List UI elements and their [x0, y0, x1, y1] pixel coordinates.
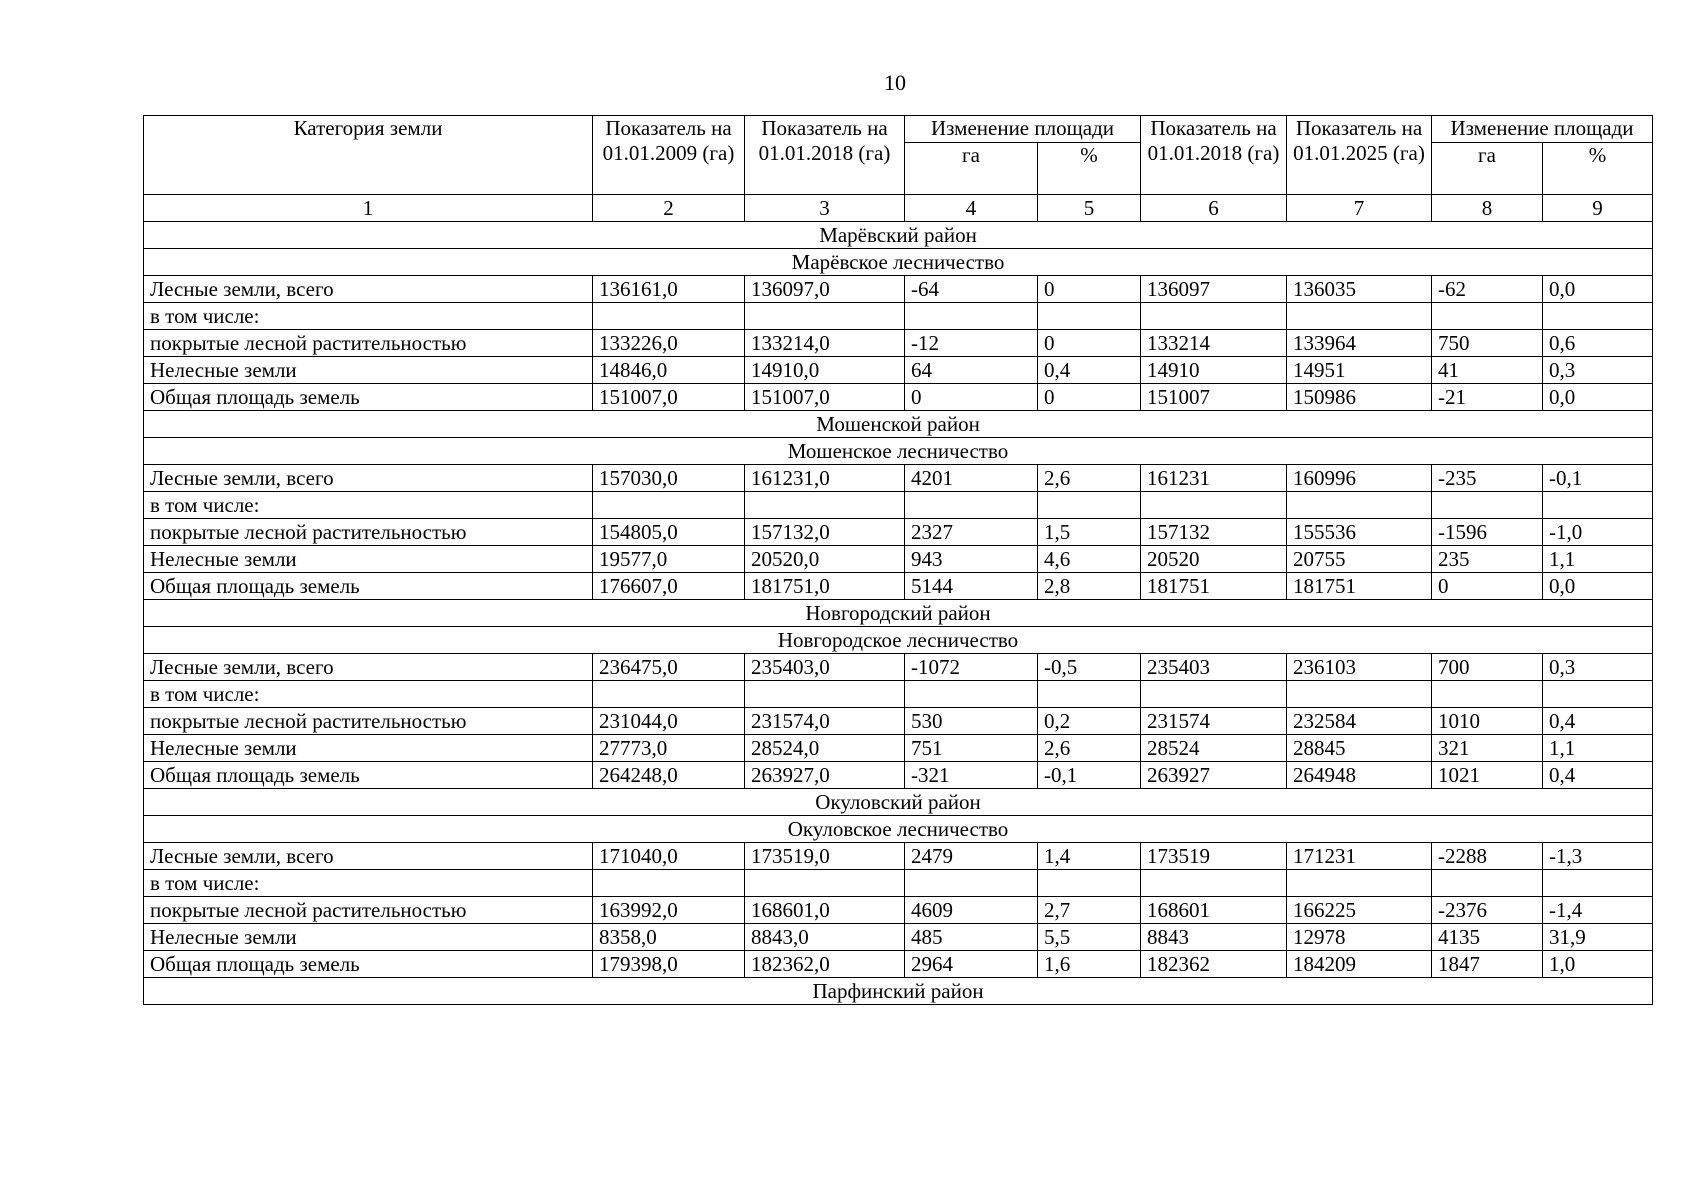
row-value-col4: 4609 [905, 897, 1038, 924]
row-value-col2: 179398,0 [593, 951, 745, 978]
row-value-col2: 151007,0 [593, 384, 745, 411]
row-value-col6: 182362 [1141, 951, 1287, 978]
row-value-col5: 0 [1038, 330, 1141, 357]
row-value-col8 [1432, 681, 1543, 708]
row-value-col3: 20520,0 [745, 546, 905, 573]
row-value-col5: -0,1 [1038, 762, 1141, 789]
row-category: Нелесные земли [144, 357, 593, 384]
row-value-col3: 173519,0 [745, 843, 905, 870]
row-value-col7 [1287, 870, 1432, 897]
row-value-col7: 150986 [1287, 384, 1432, 411]
row-value-col8: 1847 [1432, 951, 1543, 978]
forestry-row-label: Новгородское лесничество [144, 627, 1653, 654]
table-row [144, 303, 1653, 330]
row-value-col2: 136161,0 [593, 276, 745, 303]
row-value-col6: 231574 [1141, 708, 1287, 735]
row-value-col3: 157132,0 [745, 519, 905, 546]
row-value-col9: 0,3 [1543, 654, 1653, 681]
header-col6: Показатель на 01.01.2018 (га) [1141, 116, 1287, 195]
page-number: 10 [884, 70, 906, 95]
row-value-col7: 171231 [1287, 843, 1432, 870]
table-row [144, 735, 1653, 762]
column-number-1: 1 [144, 195, 593, 222]
row-value-col6: 168601 [1141, 897, 1287, 924]
table-row [144, 330, 1653, 357]
row-value-col6: 8843 [1141, 924, 1287, 951]
row-value-col4: 530 [905, 708, 1038, 735]
row-value-col8: 4135 [1432, 924, 1543, 951]
table-row [144, 681, 1653, 708]
table-row [144, 654, 1653, 681]
row-category: Общая площадь земель [144, 384, 593, 411]
row-value-col9: 1,0 [1543, 951, 1653, 978]
table-body [144, 195, 1653, 1005]
row-value-col3: 231574,0 [745, 708, 905, 735]
row-value-col5: 2,6 [1038, 465, 1141, 492]
row-category: Лесные земли, всего [144, 276, 593, 303]
row-value-col8: 0 [1432, 573, 1543, 600]
row-value-col6: 157132 [1141, 519, 1287, 546]
row-value-col6 [1141, 492, 1287, 519]
row-category: Лесные земли, всего [144, 654, 593, 681]
row-category: Лесные земли, всего [144, 465, 593, 492]
row-value-col9: -1,4 [1543, 897, 1653, 924]
row-value-col4: 0 [905, 384, 1038, 411]
row-value-col2: 19577,0 [593, 546, 745, 573]
row-value-col6: 133214 [1141, 330, 1287, 357]
forestry-row [144, 438, 1653, 465]
row-value-col3: 161231,0 [745, 465, 905, 492]
district-row [144, 789, 1653, 816]
row-value-col2: 8358,0 [593, 924, 745, 951]
row-category: в том числе: [144, 681, 593, 708]
row-value-col8: 1010 [1432, 708, 1543, 735]
row-value-col2: 264248,0 [593, 762, 745, 789]
row-value-col4: -64 [905, 276, 1038, 303]
header-ha-2: га [1432, 143, 1543, 195]
row-category: покрытые лесной растительностью [144, 708, 593, 735]
forestry-row-label: Марёвское лесничество [144, 249, 1653, 276]
table-row [144, 843, 1653, 870]
district-row-label: Парфинский район [144, 978, 1653, 1005]
district-row [144, 411, 1653, 438]
header-col2: Показатель на 01.01.2009 (га) [593, 116, 745, 195]
row-value-col7: 232584 [1287, 708, 1432, 735]
forestry-row-label: Окуловское лесничество [144, 816, 1653, 843]
row-value-col2 [593, 870, 745, 897]
table-row [144, 897, 1653, 924]
row-category: Нелесные земли [144, 735, 593, 762]
table-row [144, 924, 1653, 951]
row-value-col4 [905, 303, 1038, 330]
row-value-col7: 184209 [1287, 951, 1432, 978]
header-col7: Показатель на 01.01.2025 (га) [1287, 116, 1432, 195]
row-value-col8: -1596 [1432, 519, 1543, 546]
row-category: Общая площадь земель [144, 762, 593, 789]
row-value-col2: 133226,0 [593, 330, 745, 357]
row-value-col2: 171040,0 [593, 843, 745, 870]
row-value-col4: 64 [905, 357, 1038, 384]
row-value-col7: 155536 [1287, 519, 1432, 546]
row-value-col6: 161231 [1141, 465, 1287, 492]
row-value-col7: 28845 [1287, 735, 1432, 762]
row-value-col6: 181751 [1141, 573, 1287, 600]
row-value-col5: 0 [1038, 384, 1141, 411]
column-number-3: 3 [745, 195, 905, 222]
row-value-col2 [593, 303, 745, 330]
row-value-col3: 181751,0 [745, 573, 905, 600]
column-number-2: 2 [593, 195, 745, 222]
district-row-label: Марёвский район [144, 222, 1653, 249]
table-row [144, 708, 1653, 735]
table-row [144, 546, 1653, 573]
row-category: в том числе: [144, 870, 593, 897]
forestry-row-label: Мошенское лесничество [144, 438, 1653, 465]
row-value-col9: 0,0 [1543, 573, 1653, 600]
header-col3: Показатель на 01.01.2018 (га) [745, 116, 905, 195]
row-category: Общая площадь земель [144, 573, 593, 600]
row-value-col9 [1543, 870, 1653, 897]
row-value-col3: 8843,0 [745, 924, 905, 951]
row-value-col6: 173519 [1141, 843, 1287, 870]
row-value-col5: 0,2 [1038, 708, 1141, 735]
column-numbers-row [144, 195, 1653, 222]
row-value-col6: 263927 [1141, 762, 1287, 789]
table-row [144, 465, 1653, 492]
forestry-row [144, 249, 1653, 276]
row-value-col5: -0,5 [1038, 654, 1141, 681]
header-pct-1: % [1038, 143, 1141, 195]
district-row [144, 978, 1653, 1005]
row-value-col6: 151007 [1141, 384, 1287, 411]
row-value-col2: 154805,0 [593, 519, 745, 546]
row-value-col4: 485 [905, 924, 1038, 951]
row-value-col6 [1141, 303, 1287, 330]
row-value-col9: -1,3 [1543, 843, 1653, 870]
row-value-col3 [745, 681, 905, 708]
row-value-col9: 0,6 [1543, 330, 1653, 357]
row-value-col5: 1,6 [1038, 951, 1141, 978]
row-value-col2: 163992,0 [593, 897, 745, 924]
row-value-col3: 14910,0 [745, 357, 905, 384]
row-value-col6: 20520 [1141, 546, 1287, 573]
row-value-col4: 2479 [905, 843, 1038, 870]
row-value-col9: 0,4 [1543, 708, 1653, 735]
row-value-col3 [745, 870, 905, 897]
row-value-col6: 136097 [1141, 276, 1287, 303]
row-value-col7: 20755 [1287, 546, 1432, 573]
column-number-4: 4 [905, 195, 1038, 222]
row-category: Нелесные земли [144, 546, 593, 573]
row-value-col7: 14951 [1287, 357, 1432, 384]
row-value-col3: 133214,0 [745, 330, 905, 357]
row-value-col4: 943 [905, 546, 1038, 573]
header-row-1 [144, 116, 1653, 143]
row-value-col3: 235403,0 [745, 654, 905, 681]
row-value-col2: 157030,0 [593, 465, 745, 492]
row-value-col3: 28524,0 [745, 735, 905, 762]
row-category: Нелесные земли [144, 924, 593, 951]
table-row [144, 573, 1653, 600]
row-category: покрытые лесной растительностью [144, 897, 593, 924]
row-value-col8 [1432, 303, 1543, 330]
district-row-label: Мошенской район [144, 411, 1653, 438]
row-value-col5: 4,6 [1038, 546, 1141, 573]
table-row [144, 951, 1653, 978]
column-number-7: 7 [1287, 195, 1432, 222]
row-value-col8: 235 [1432, 546, 1543, 573]
header-change-2: Изменение площади [1432, 116, 1653, 143]
row-value-col5 [1038, 870, 1141, 897]
row-value-col2: 14846,0 [593, 357, 745, 384]
row-value-col9: 0,0 [1543, 276, 1653, 303]
row-value-col2: 27773,0 [593, 735, 745, 762]
row-category: покрытые лесной растительностью [144, 519, 593, 546]
table-row [144, 519, 1653, 546]
column-number-9: 9 [1543, 195, 1653, 222]
row-category: Лесные земли, всего [144, 843, 593, 870]
row-value-col3: 263927,0 [745, 762, 905, 789]
row-value-col4 [905, 681, 1038, 708]
district-row-label: Новгородский район [144, 600, 1653, 627]
row-value-col7: 160996 [1287, 465, 1432, 492]
district-row [144, 600, 1653, 627]
row-value-col3: 168601,0 [745, 897, 905, 924]
row-value-col5: 1,5 [1038, 519, 1141, 546]
row-value-col7: 136035 [1287, 276, 1432, 303]
row-value-col9: 31,9 [1543, 924, 1653, 951]
row-value-col8 [1432, 492, 1543, 519]
row-value-col5: 2,8 [1038, 573, 1141, 600]
row-value-col4: -1072 [905, 654, 1038, 681]
row-value-col4 [905, 870, 1038, 897]
row-value-col4: 751 [905, 735, 1038, 762]
header-pct-2: % [1543, 143, 1653, 195]
row-value-col7: 12978 [1287, 924, 1432, 951]
row-value-col7: 133964 [1287, 330, 1432, 357]
table-row [144, 870, 1653, 897]
row-value-col2 [593, 492, 745, 519]
row-value-col8: 700 [1432, 654, 1543, 681]
row-category: в том числе: [144, 303, 593, 330]
row-value-col2: 176607,0 [593, 573, 745, 600]
row-category: покрытые лесной растительностью [144, 330, 593, 357]
row-value-col4: 2964 [905, 951, 1038, 978]
row-value-col4: 2327 [905, 519, 1038, 546]
row-value-col5: 0,4 [1038, 357, 1141, 384]
row-value-col7: 264948 [1287, 762, 1432, 789]
row-value-col3: 151007,0 [745, 384, 905, 411]
row-value-col9: -0,1 [1543, 465, 1653, 492]
table-row [144, 762, 1653, 789]
row-category: Общая площадь земель [144, 951, 593, 978]
row-value-col5: 1,4 [1038, 843, 1141, 870]
row-value-col7 [1287, 681, 1432, 708]
row-value-col4 [905, 492, 1038, 519]
column-number-8: 8 [1432, 195, 1543, 222]
row-value-col2: 236475,0 [593, 654, 745, 681]
header-change-1: Изменение площади [905, 116, 1141, 143]
row-value-col5: 0 [1038, 276, 1141, 303]
row-value-col9: 1,1 [1543, 546, 1653, 573]
row-value-col9: 0,4 [1543, 762, 1653, 789]
row-value-col8: -2376 [1432, 897, 1543, 924]
row-value-col7 [1287, 492, 1432, 519]
land-category-table [143, 115, 1653, 1005]
row-value-col8: 321 [1432, 735, 1543, 762]
row-value-col9 [1543, 492, 1653, 519]
row-value-col6: 14910 [1141, 357, 1287, 384]
row-value-col8: -2288 [1432, 843, 1543, 870]
row-value-col5: 5,5 [1038, 924, 1141, 951]
row-value-col3 [745, 492, 905, 519]
table-row [144, 384, 1653, 411]
row-value-col8: 750 [1432, 330, 1543, 357]
row-value-col6: 28524 [1141, 735, 1287, 762]
row-value-col6: 235403 [1141, 654, 1287, 681]
forestry-row [144, 627, 1653, 654]
district-row-label: Окуловский район [144, 789, 1653, 816]
row-value-col5 [1038, 492, 1141, 519]
row-value-col3: 136097,0 [745, 276, 905, 303]
row-value-col7: 166225 [1287, 897, 1432, 924]
row-value-col8: 41 [1432, 357, 1543, 384]
row-value-col4: -321 [905, 762, 1038, 789]
row-value-col8: 1021 [1432, 762, 1543, 789]
row-value-col8: -235 [1432, 465, 1543, 492]
column-number-5: 5 [1038, 195, 1141, 222]
row-value-col7: 236103 [1287, 654, 1432, 681]
row-value-col5: 2,7 [1038, 897, 1141, 924]
row-value-col3: 182362,0 [745, 951, 905, 978]
row-value-col9 [1543, 681, 1653, 708]
row-value-col8 [1432, 870, 1543, 897]
row-value-col7: 181751 [1287, 573, 1432, 600]
forestry-row [144, 816, 1653, 843]
row-value-col4: -12 [905, 330, 1038, 357]
row-value-col9: 0,3 [1543, 357, 1653, 384]
header-category: Категория земли [144, 116, 593, 195]
table-row [144, 492, 1653, 519]
row-value-col3 [745, 303, 905, 330]
table-row [144, 276, 1653, 303]
district-row [144, 222, 1653, 249]
row-value-col9: 1,1 [1543, 735, 1653, 762]
row-value-col4: 5144 [905, 573, 1038, 600]
row-value-col8: -62 [1432, 276, 1543, 303]
row-value-col8: -21 [1432, 384, 1543, 411]
table-row [144, 357, 1653, 384]
row-value-col2 [593, 681, 745, 708]
row-value-col6 [1141, 870, 1287, 897]
row-value-col9: 0,0 [1543, 384, 1653, 411]
row-value-col7 [1287, 303, 1432, 330]
header-ha-1: га [905, 143, 1038, 195]
row-value-col5: 2,6 [1038, 735, 1141, 762]
row-value-col9 [1543, 303, 1653, 330]
row-value-col6 [1141, 681, 1287, 708]
row-value-col2: 231044,0 [593, 708, 745, 735]
row-value-col4: 4201 [905, 465, 1038, 492]
row-category: в том числе: [144, 492, 593, 519]
column-number-6: 6 [1141, 195, 1287, 222]
row-value-col5 [1038, 681, 1141, 708]
row-value-col5 [1038, 303, 1141, 330]
row-value-col9: -1,0 [1543, 519, 1653, 546]
